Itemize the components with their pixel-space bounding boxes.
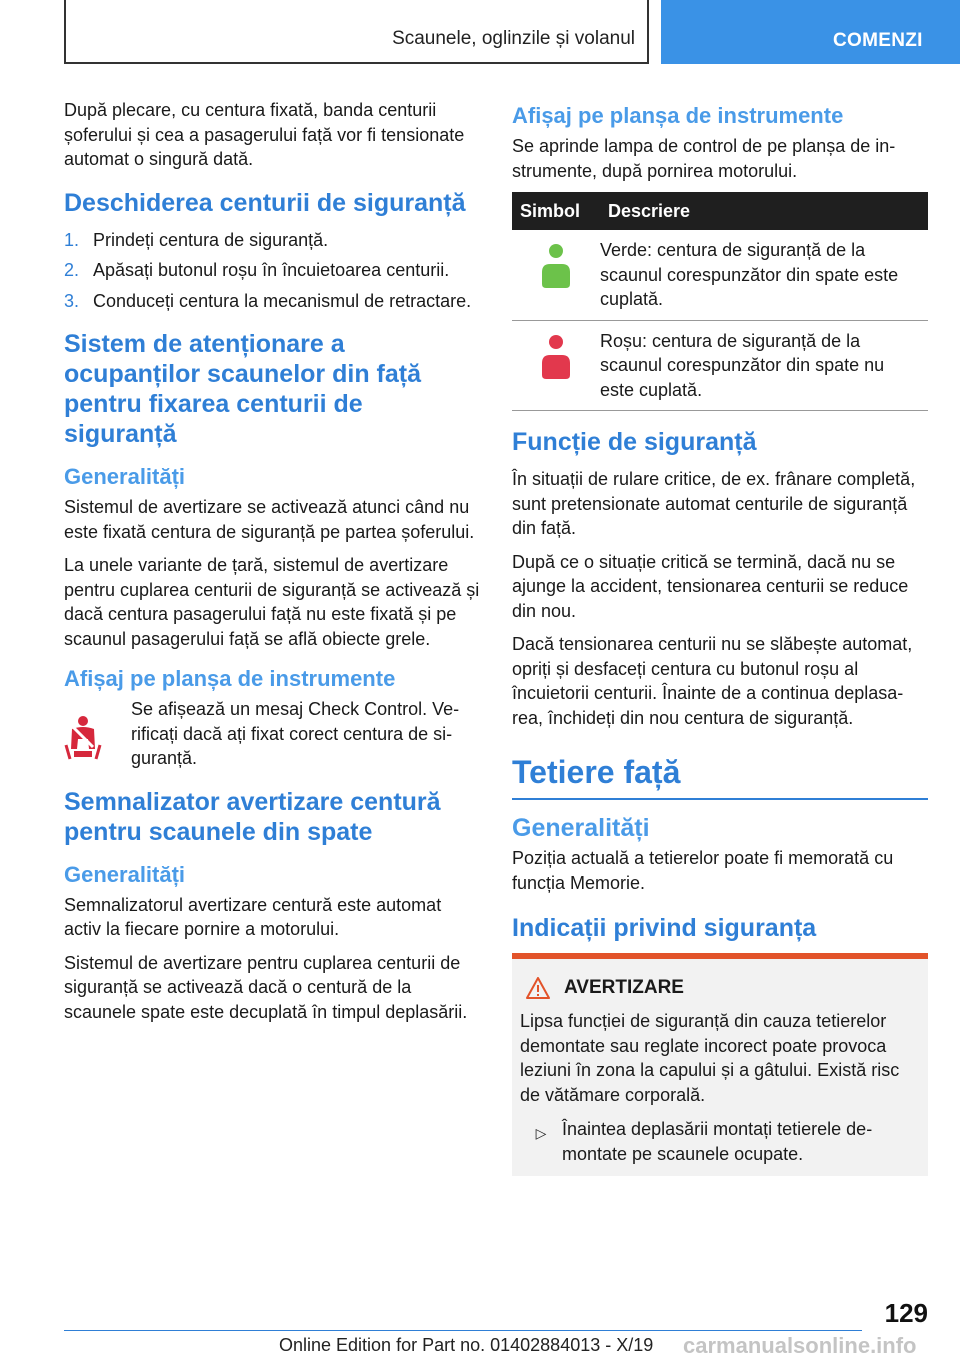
warning-box bbox=[512, 953, 928, 1176]
header-section-box bbox=[64, 0, 649, 64]
table-row bbox=[512, 320, 928, 411]
table-cell-description: Roșu: centura de siguranță de la scaunul corespunzător din spate nu este cuplată. bbox=[600, 320, 928, 411]
list-item bbox=[64, 228, 480, 253]
general-paragraph-3: Poziția actuală a tetierelor poate fi memorată cu funcția Memorie. bbox=[512, 848, 894, 893]
header-chapter-label: COMENZI bbox=[833, 30, 923, 51]
table-row bbox=[512, 230, 928, 320]
warning-text: Lipsa funcției de siguranță din cauza tetierelor demontate sau reglate incorect poate provoca leziuni în zona la capului și a gâtului. Există risc de vătămare corporală. bbox=[520, 1011, 900, 1105]
table-cell-description: Verde: centura de siguranță de la scaunul corespunzător din spate este cuplată. bbox=[600, 230, 928, 320]
step-number: 3. bbox=[64, 290, 80, 311]
seatbelt-warning-icon bbox=[64, 697, 131, 771]
safety-paragraph-b: După ce o situație critică se termină, dacă nu se ajunge la accident, tensionarea centurii se reduce din nou. bbox=[512, 551, 909, 621]
table-header-row bbox=[512, 192, 928, 230]
general-paragraph-2b: Sistemul de avertizare pentru cuplarea centurii de siguranță se activează dacă o centură de la scaunele spate este decuplată în timpul deplasării. bbox=[64, 952, 468, 1022]
page-number: 129 bbox=[884, 1298, 928, 1328]
page-header bbox=[0, 0, 960, 64]
display-paragraph-2: Se aprinde lampa de control de pe planșa de instrumente, după pornirea motorului. bbox=[512, 136, 896, 181]
step-text: Prindeți centura de siguranță. bbox=[93, 229, 329, 250]
check-control-row bbox=[64, 697, 480, 771]
step-text: Apăsați butonul roșu în încuietoarea centurii. bbox=[93, 260, 450, 280]
red-seat-icon bbox=[540, 335, 572, 379]
general-paragraph-1a: Sistemul de avertizare se activează atunci când nu este fixată centura de siguranță pe partea șoferului. bbox=[64, 497, 475, 542]
warning-bullet bbox=[520, 1117, 918, 1166]
header-section-title: Scaunele, oglinzile și volanul bbox=[392, 28, 635, 49]
warning-bullet-text: Înaintea deplasării montați tetierele demontate pe scaunele ocupate. bbox=[562, 1119, 873, 1164]
safety-paragraph-a: În situații de rulare critice, de ex. frânare completă, sunt pretensionate automat centurile de siguranță din față. bbox=[512, 469, 916, 538]
step-text: Conduceți centura la mecanismul de retractare. bbox=[93, 290, 472, 311]
heading-rear-belt-indicator: Semnalizator avertizare centură pentru scaunele din spate bbox=[64, 787, 441, 846]
green-seat-icon bbox=[540, 244, 572, 288]
left-column bbox=[64, 98, 480, 1033]
heading-general-1: Generalități bbox=[64, 464, 186, 489]
intro-paragraph: După plecare, cu centura fixată, banda centurii șoferului și cea a pasagerului față vor fi tensionate automat o singură dată. bbox=[64, 100, 465, 169]
triangle-bullet-icon: ▷ bbox=[535, 1125, 547, 1141]
header-chapter-tab[interactable] bbox=[661, 0, 960, 64]
footer-divider bbox=[64, 1330, 862, 1331]
heading-front-headrests: Tetiere față bbox=[512, 752, 928, 800]
heading-belt-warning-system: Sistem de atenționare a ocupanților scaunelor din față pentru fixarea centurii de siguranță bbox=[64, 330, 421, 448]
step-number: 2. bbox=[64, 260, 80, 280]
general-paragraph-2a: Semnalizatorul avertizare centură este automat activ la fiecare pornire a motorului. bbox=[64, 894, 442, 939]
general-paragraph-1b: La unele variante de țară, sistemul de avertizare pentru cuplarea centurii de siguranță se activează și dacă centura pasagerului față nu este fixată și pe scaunul pasagerului față se află obiecte grele. bbox=[64, 555, 480, 649]
table-header-description: Descriere bbox=[600, 192, 928, 230]
right-column bbox=[512, 98, 928, 1176]
table-header-symbol: Simbol bbox=[512, 192, 600, 230]
heading-instrument-display-1: Afișaj pe planșa de instrumente bbox=[64, 666, 396, 691]
table-cell-symbol bbox=[512, 320, 600, 411]
list-item bbox=[64, 289, 480, 314]
heading-general-2: Generalități bbox=[64, 861, 186, 887]
heading-general-3: Generalități bbox=[512, 814, 650, 842]
heading-instrument-display-2: Afișaj pe planșa de instrumente bbox=[512, 103, 844, 128]
step-number: 1. bbox=[64, 229, 80, 250]
heading-unfasten-belt: Deschiderea centurii de siguranță bbox=[64, 188, 466, 217]
symbol-table bbox=[512, 192, 928, 411]
heading-safety-function: Funcție de siguranță bbox=[512, 428, 757, 456]
list-item bbox=[64, 258, 480, 283]
safety-paragraph-c: Dacă tensionarea centurii nu se slăbește automat, opriți și desfaceți centura cu butonul roșu al încuietorii centurii. Înainte de a continua deplasarea, închideți din nou centura de siguranță. bbox=[512, 634, 913, 728]
warning-title-row bbox=[520, 977, 918, 999]
unfasten-steps-list bbox=[64, 228, 480, 314]
heading-safety-notes: Indicații privind siguranța bbox=[512, 914, 817, 942]
footer-edition: Online Edition for Part no. 01402884013 - X/19 bbox=[279, 1335, 654, 1355]
warning-title: AVERTIZARE bbox=[564, 977, 684, 998]
table-cell-symbol bbox=[512, 230, 600, 320]
watermark-logo: carmanualsonline.info bbox=[683, 1333, 917, 1358]
warning-triangle-icon bbox=[526, 977, 550, 999]
check-control-text: Se afișează un mesaj Check Control. Verificați dacă ați fixat corect centura de siguranță. bbox=[131, 699, 460, 768]
